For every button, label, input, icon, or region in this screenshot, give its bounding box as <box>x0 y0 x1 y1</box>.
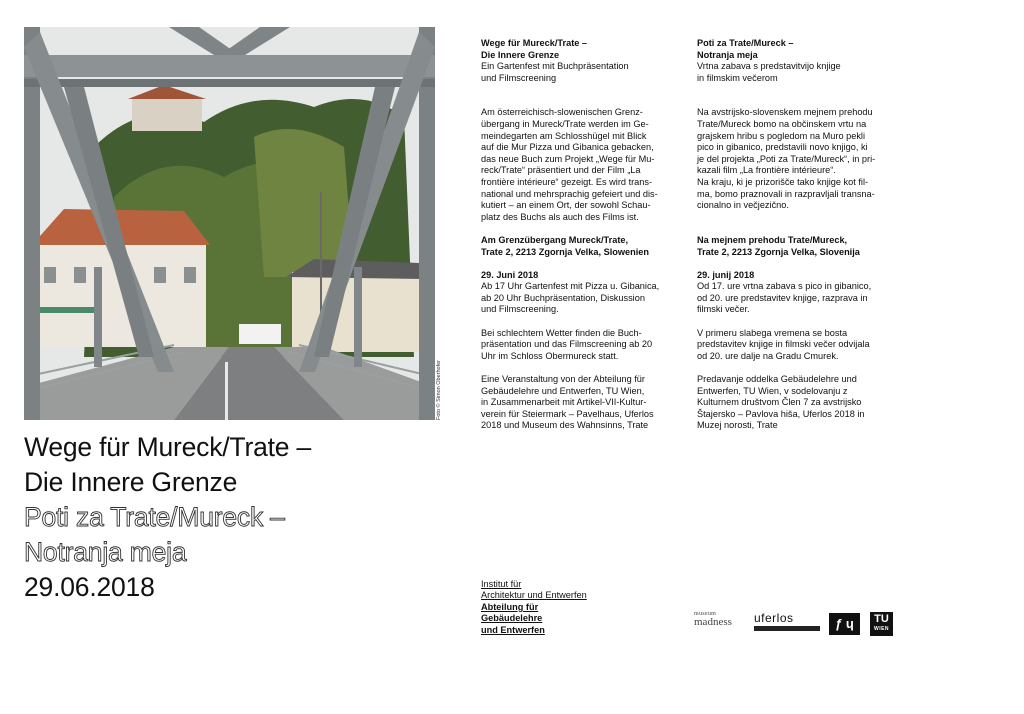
title-de-line1: Wege für Mureck/Trate – <box>24 432 312 462</box>
de-body-line: national und mehrsprachig gefeiert und dis- <box>481 188 658 199</box>
de-credits-line: in Zusammenarbeit mit Artikel-VII-Kultur- <box>481 397 647 408</box>
de-body-line: reck/Trate“ präsentiert und der Film „La <box>481 165 641 176</box>
si-credits-line: Kulturnem društvom Člen 7 za avstrijsko <box>697 397 862 408</box>
slovenian-column <box>697 38 902 432</box>
photo-credit: Foto © Simon Oberhofer <box>436 360 442 420</box>
si-weather-line: predstavitev knjige in filmski večer odvijala <box>697 339 870 350</box>
si-program-line: filmski večer. <box>697 304 750 315</box>
si-body-line: Na avstrijsko-slovenskem mejnem prehodu <box>697 107 873 118</box>
k7-logo: ƒ ɥ <box>829 613 860 635</box>
si-body-line: pico in gibanico, predstavili novo knjigo, ki <box>697 142 868 153</box>
de-body-line: übergang in Mureck/Trate werden im Ge- <box>481 118 649 129</box>
de-credits-line: 2018 und Museum des Wahnsinns, Trate <box>481 420 649 431</box>
si-heading-2: Notranja meja <box>697 49 758 60</box>
institute-block <box>481 579 587 636</box>
de-body-line: platz des Buchs als auch des Films ist. <box>481 211 639 222</box>
de-body-line: kutiert – an einem Ort, der sowohl Schau- <box>481 200 651 211</box>
bridge-illustration <box>24 27 435 420</box>
de-body <box>481 107 686 223</box>
de-weather-line: Bei schlechtem Wetter finden die Buch- <box>481 327 642 338</box>
museum-logo-large: madness <box>694 616 732 628</box>
si-place-2: Trate 2, 2213 Zgornja Velka, Slovenija <box>697 246 860 257</box>
si-body-line: Na kraju, ki je prizorišče tako knjige kot fil- <box>697 176 869 187</box>
si-credits-line: Predavanje oddelka Gebäudelehre und <box>697 374 857 385</box>
de-weather-line: präsentation und das Filmscreening ab 20 <box>481 339 653 350</box>
museum-logo-small: museum <box>694 611 717 617</box>
poster-title <box>24 430 311 605</box>
si-body-line: cionalno in večjezično. <box>697 200 789 211</box>
title-date: 29.06.2018 <box>24 572 155 602</box>
de-body-line: meindegarten am Schlosshügel mit Blick <box>481 130 647 141</box>
tu-logo-text: TU <box>874 613 889 625</box>
si-subtitle-2: in filmskim večerom <box>697 72 778 83</box>
si-place-1: Na mejnem prehodu Trate/Mureck, <box>697 234 848 245</box>
si-program-line: od 20. ure predstavitev knjige, razprava in <box>697 292 868 303</box>
si-body-line: ma, bomo praznovali in razpravljali transna- <box>697 188 875 199</box>
si-event-date: 29. junij 2018 <box>697 269 755 280</box>
de-heading-2: Die Innere Grenze <box>481 49 560 60</box>
bridge-photo <box>24 27 435 420</box>
de-body-line: Am österreichisch-slowenischen Grenz- <box>481 107 643 118</box>
de-program-line: Ab 17 Uhr Gartenfest mit Pizza u. Gibanica, <box>481 281 660 292</box>
si-credits-line: Štajersko – Pavlova hiša, Uferlos 2018 in <box>697 408 865 419</box>
de-program-line: und Filmscreening. <box>481 304 559 315</box>
si-program-line: Od 17. ure vrtna zabava s pico in gibanico, <box>697 281 872 292</box>
title-si-line1: Poti za Trate/Mureck – <box>24 502 285 532</box>
de-event-date: 29. Juni 2018 <box>481 269 539 280</box>
si-credits-line: Muzej norosti, Trate <box>697 420 778 431</box>
si-body <box>697 107 902 211</box>
institute-line-1[interactable]: Institut für <box>481 579 522 589</box>
uferlos-logo <box>754 611 820 637</box>
uferlos-logo-text: uferlos <box>754 611 794 625</box>
si-body-line: kazali film „La frontière intérieure“. <box>697 165 836 176</box>
german-column <box>481 38 686 432</box>
institute-line-3[interactable]: Abteilung für <box>481 601 539 612</box>
de-credits-line: Gebäudelehre und Entwerfen, TU Wien, <box>481 385 645 396</box>
si-subtitle-1: Vrtna zabava s predstavitvijo knjige <box>697 61 841 72</box>
tu-logo-sub: WIEN <box>873 626 890 632</box>
de-body-line: das neue Buch zum Projekt „Wege für Mu- <box>481 153 655 164</box>
de-place-2: Trate 2, 2213 Zgornja Velka, Slowenien <box>481 246 649 257</box>
institute-line-5[interactable]: und Entwerfen <box>481 624 545 635</box>
de-subtitle-1: Ein Gartenfest mit Buchpräsentation <box>481 61 629 72</box>
museum-madness-logo <box>694 611 746 639</box>
de-body-line: auf die Mur Pizza und Gibanica gebacken, <box>481 142 654 153</box>
de-subtitle-2: und Filmscreening <box>481 72 557 83</box>
si-heading-1: Poti za Trate/Mureck – <box>697 38 794 48</box>
de-place-1: Am Grenzübergang Mureck/Trate, <box>481 234 629 245</box>
de-weather-line: Uhr im Schloss Obermureck statt. <box>481 350 619 361</box>
si-body-line: je del projekta „Poti za Trate/Mureck“, in pri- <box>697 153 876 164</box>
de-heading-1: Wege für Mureck/Trate – <box>481 38 588 48</box>
si-body-line: grajskem hribu s pogledom na Muro pekli <box>697 130 866 141</box>
institute-line-2[interactable]: Architektur und Entwerfen <box>481 590 587 601</box>
si-weather-line: od 20. ure dalje na Gradu Cmurek. <box>697 350 839 361</box>
de-body-line: frontière intérieure“ gezeigt. Es wird trans- <box>481 176 653 187</box>
institute-line-4[interactable]: Gebäudelehre <box>481 613 543 624</box>
si-body-line: Trate/Mureck bomo na občinskem vrtu na <box>697 118 867 129</box>
si-credits-line: Entwerfen, TU Wien, v sodelovanju z <box>697 385 848 396</box>
tu-wien-logo <box>870 612 893 636</box>
de-program-line: ab 20 Uhr Buchpräsentation, Diskussion <box>481 292 645 303</box>
de-credits-line: verein für Steiermark – Pavelhaus, Uferlos <box>481 408 654 419</box>
title-si-line2: Notranja meja <box>24 537 187 567</box>
de-credits-line: Eine Veranstaltung von der Abteilung für <box>481 374 645 385</box>
si-weather-line: V primeru slabega vremena se bosta <box>697 327 848 338</box>
title-de-line2: Die Innere Grenze <box>24 467 238 497</box>
uferlos-logo-bar <box>754 626 820 631</box>
